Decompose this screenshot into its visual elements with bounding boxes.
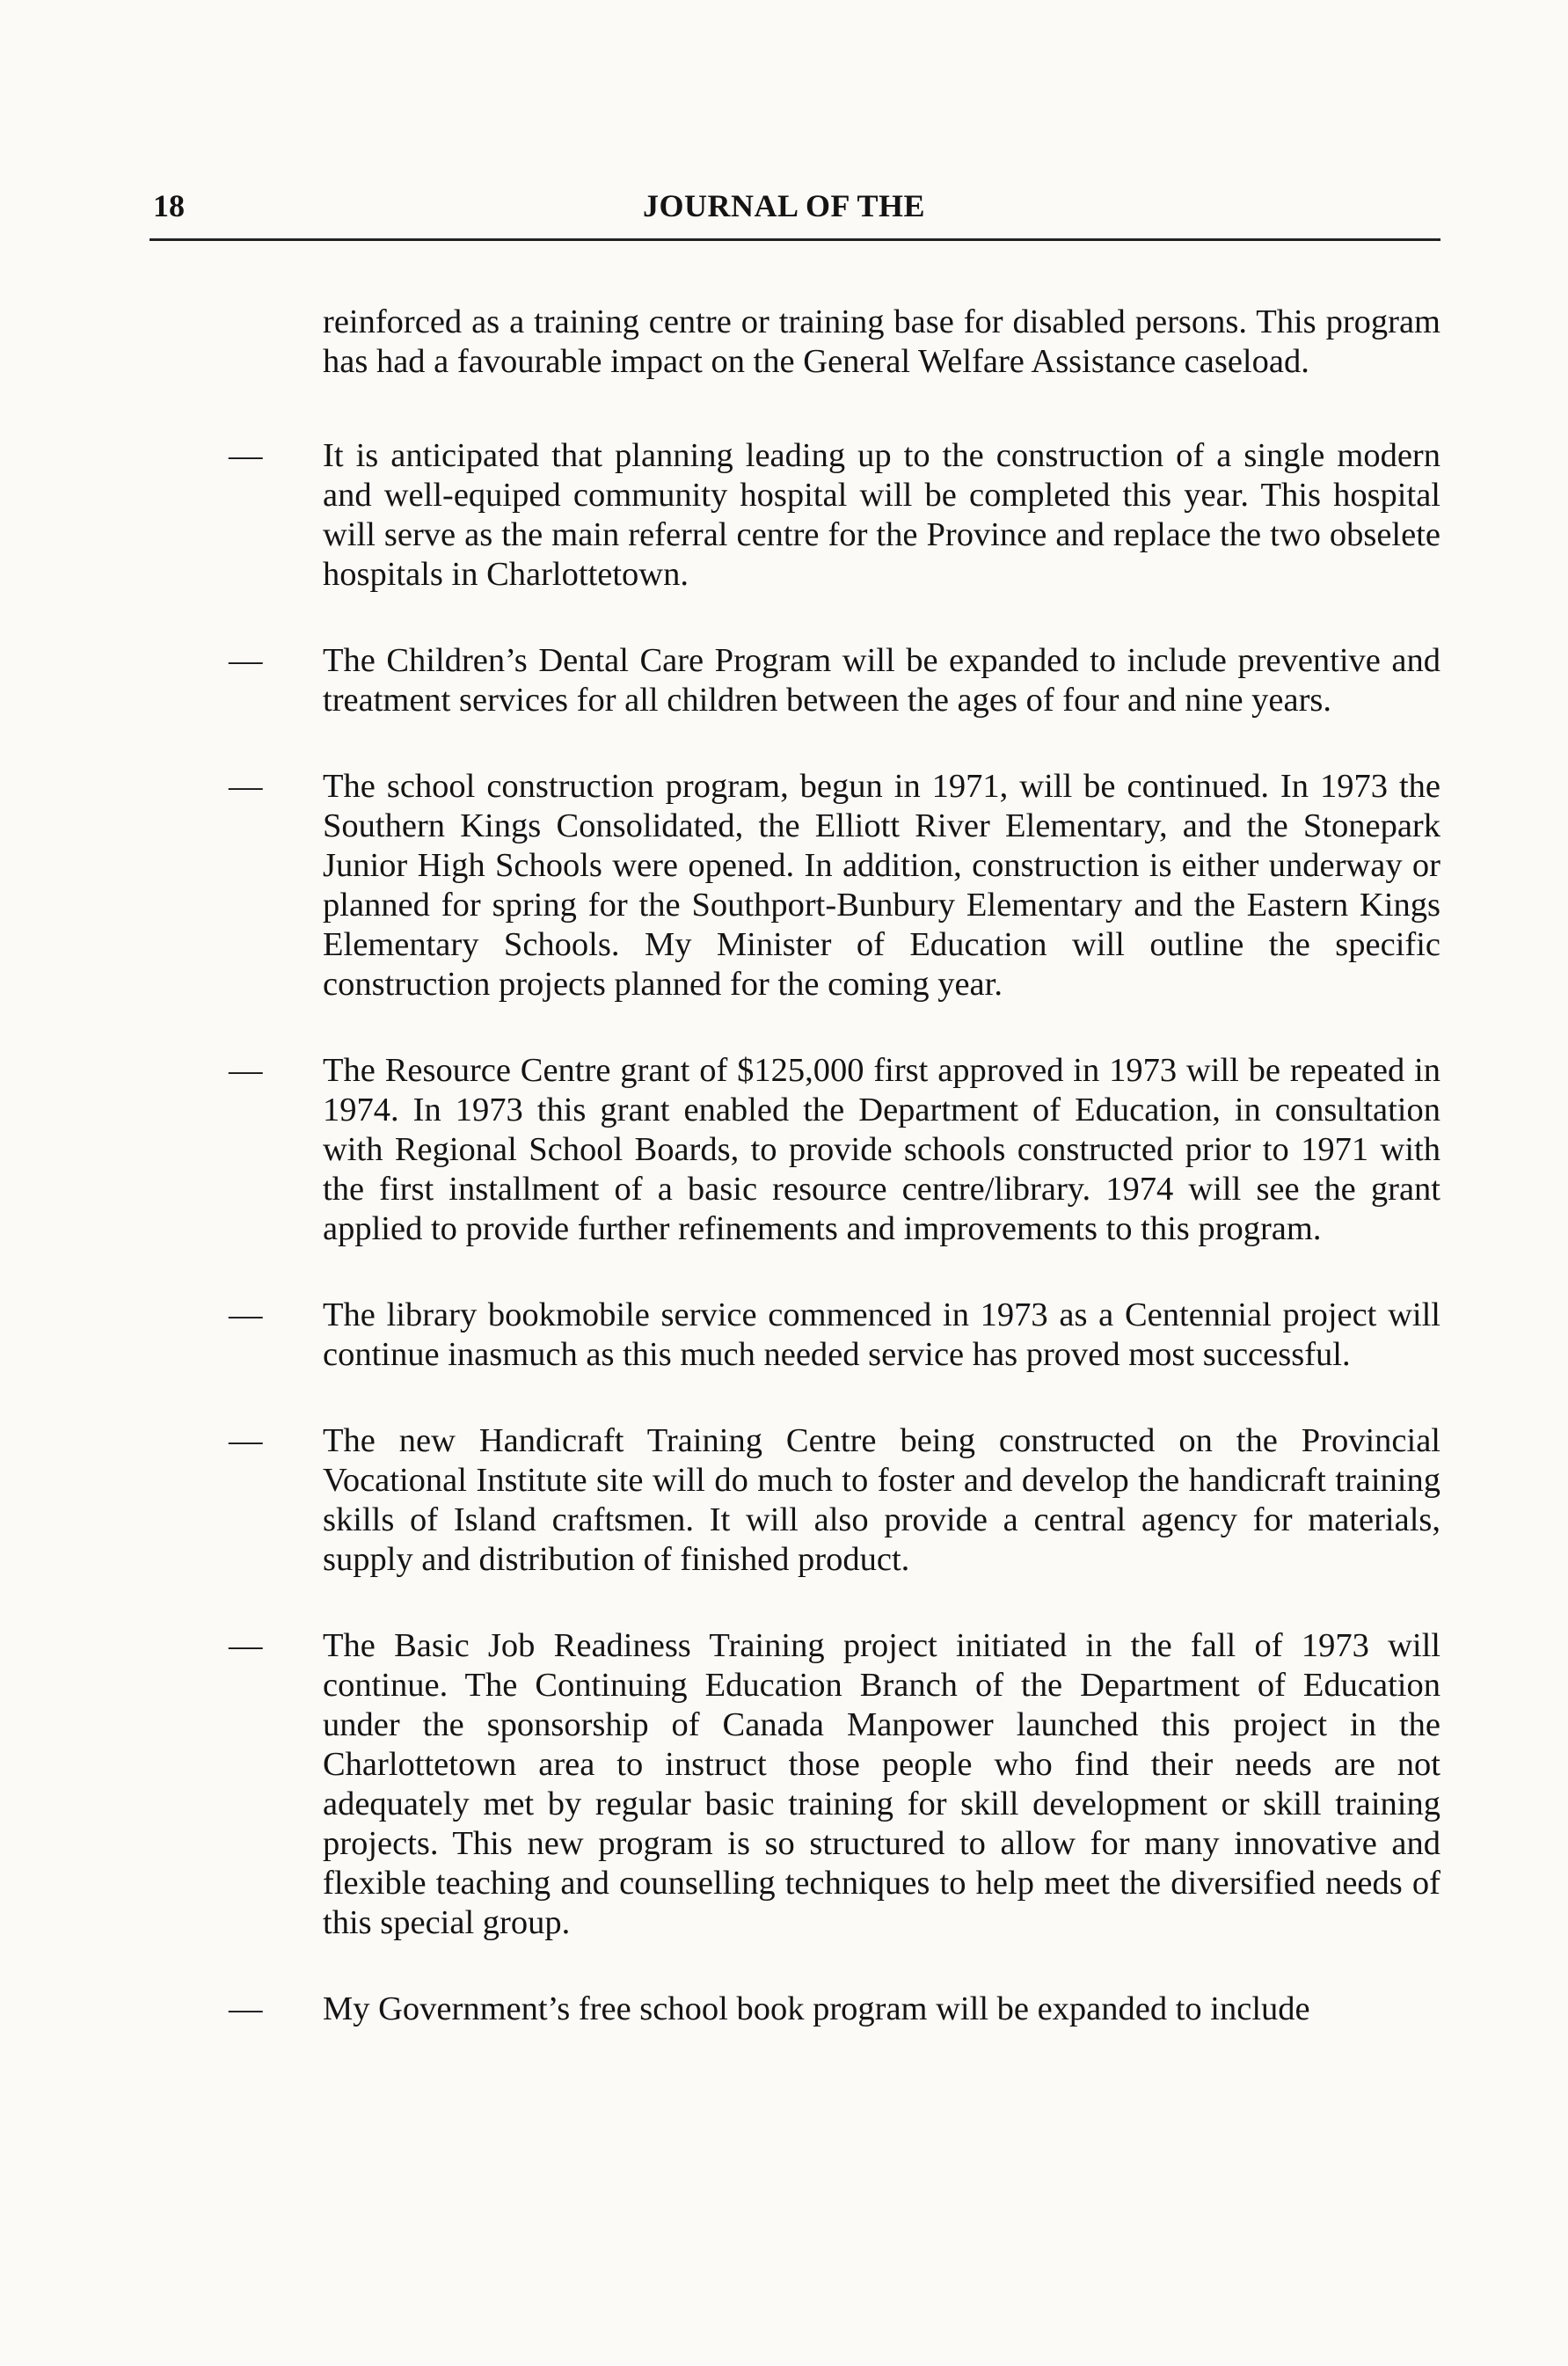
list-item (229, 767, 1440, 1004)
list-item-text: The Children’s Dental Care Program will be expanded to include preventive and treatment services for all children between the ages of four and nine years. (323, 642, 1440, 719)
list-item (229, 1421, 1440, 1580)
list-item-text: The new Handicraft Training Centre being constructed on the Provincial Vocational Institute site will do much to foster and develop the handicraft training skills of Island craftsmen. It will also provide a central agency for materials, supply and distribution of finished product. (323, 1422, 1440, 1578)
list-item (229, 1051, 1440, 1249)
list-item-text: The Basic Job Readiness Training project initiated in the fall of 1973 will continue. The Continuing Education Branch of the Department of Education under the sponsorship of Canada Manpower launched this project in the Charlottetown area to instruct those people who find their needs are not adequately met by regular basic training for skill development or skill training projects. This new program is so structured to allow for many innovative and flexible teaching and counselling techniques to help meet the diversified needs of this special group. (323, 1627, 1440, 1941)
dash-marker: — (229, 642, 263, 679)
body-text (229, 303, 1440, 2076)
list-item (229, 641, 1440, 720)
list-item-text: The Resource Centre grant of $125,000 first approved in 1973 will be repeated in 1974. In 1973 this grant enabled the Department of Education, in consultation with Regional School Boards, to provide schools constructed prior to 1971 with the first installment of a basic resource centre/library. 1974 will see the grant applied to provide further refinements and improvements to this program. (323, 1052, 1440, 1247)
dash-marker: — (229, 437, 263, 474)
continuation-paragraph: reinforced as a training centre or training base for disabled persons. This program has had a favourable impact on the General Welfare Assistance caseload. (323, 303, 1440, 380)
list-item-text: The school construction program, begun in 1971, will be continued. In 1973 the Southern Kings Consolidated, the Elliott River Elementary, and the Stonepark Junior High Schools were opened. In addition, construction is either underway or planned for spring for the Southport-Bunbury Elementary and the Eastern Kings Elementary Schools. My Minister of Education will outline the specific construction projects planned for the coming year. (323, 768, 1440, 1003)
list-item-text: The library bookmobile service commenced in 1973 as a Centennial project will continue inasmuch as this much needed service has proved most successful. (323, 1296, 1440, 1373)
running-head: JOURNAL OF THE (642, 188, 926, 223)
header-rule (150, 238, 1440, 241)
list-item (229, 1296, 1440, 1375)
list-item (229, 436, 1440, 595)
list-item (229, 1990, 1440, 2029)
dash-marker: — (229, 768, 263, 805)
dash-marker: — (229, 1052, 263, 1089)
page-number: 18 (153, 188, 185, 223)
list-item (229, 1626, 1440, 1943)
dash-marker: — (229, 1422, 263, 1459)
dash-marker: — (229, 1296, 263, 1333)
dash-marker: — (229, 1990, 263, 2027)
list-item-text: My Government’s free school book program will be expanded to include (323, 1990, 1310, 2027)
list-item-text: It is anticipated that planning leading up to the construction of a single modern and well-equiped community hospital will be completed this year. This hospital will serve as the main referral centre for the Province and replace the two obselete hospitals in Charlottetown. (323, 437, 1440, 593)
dash-marker: — (229, 1627, 263, 1664)
